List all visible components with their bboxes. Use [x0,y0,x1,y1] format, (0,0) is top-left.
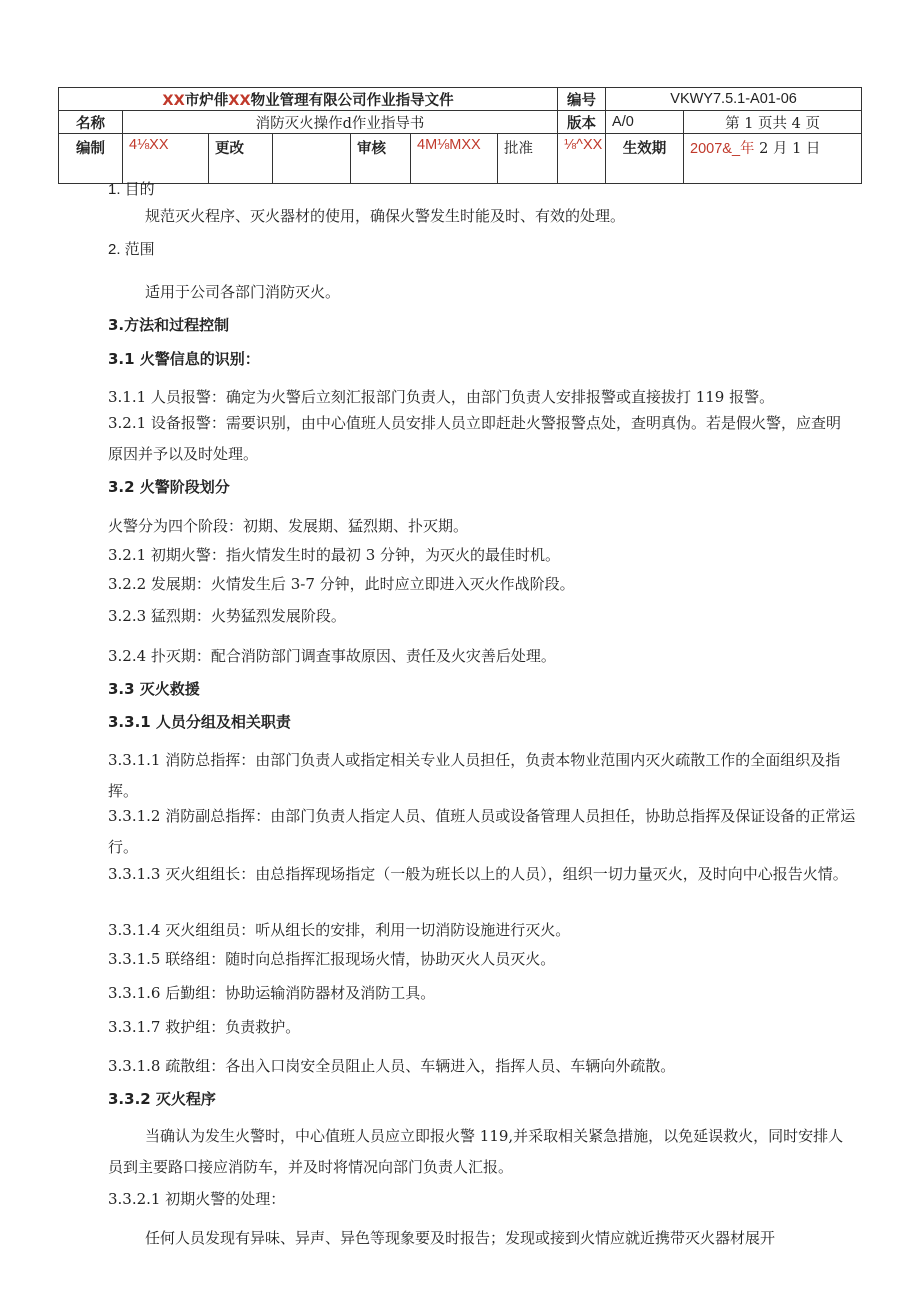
paragraph-3-2-intro: 火警分为四个阶段：初期、发展期、猛烈期、扑灭期。 [108,517,469,535]
section-3-3-1-title: 3.3.1 人员分组及相关职责 [108,713,291,731]
paragraph-3-2-1: 3.2.1 初期火警：指火情发生时的最初 3 分钟，为灭火的最佳时机。 [108,546,561,564]
paragraph-3-3-1-2: 3.3.1.2 消防副总指挥：由部门负责人指定人员、值班人员或设备管理人员担任，协助总指挥及保证设备的正常运行。 [108,807,856,856]
section-3-3-title: 3.3 灭火救援 [108,680,200,698]
approve-value: ⅛^XX [558,134,606,184]
paragraph-3-3-1-4: 3.3.1.4 灭火组组员：听从组长的安排，利用一切消防设施进行灭火。 [108,921,571,939]
section-3-3-2-title: 3.3.2 灭火程序 [108,1090,216,1108]
paragraph-3-2-3: 3.2.3 猛烈期：火势猛烈发展阶段。 [108,607,346,625]
document-title: XX市炉俳XX物业管理有限公司作业指导文件 [59,88,558,111]
effective-date: 2007&_年 2 月 1 日 [684,134,862,184]
paragraph-3-3-2-1-title: 3.3.2.1 初期火警的处理： [108,1190,286,1208]
version-value: A/0 [606,111,684,134]
approve-label: 批准 [498,134,558,184]
paragraph-3-2-4: 3.2.4 扑灭期：配合消防部门调查事故原因、责任及火灾善后处理。 [108,647,556,665]
paragraph-3-1-1: 3.1.1 人员报警：确定为火警后立刻汇报部门负责人，由部门负责人安排报警或直接拔打 119 报警。 [108,388,775,406]
name-label: 名称 [59,111,123,134]
paragraph-3-3-1-7: 3.3.1.7 救护组：负责救护。 [108,1018,301,1036]
section-3-2-title: 3.2 火警阶段划分 [108,478,230,496]
section-1-text: 规范灭火程序、灭火器材的使用，确保火警发生时能及时、有效的处理。 [145,207,626,225]
effective-label: 生效期 [606,134,684,184]
paragraph-3-3-1-3: 3.3.1.3 灭火组组长：由总指挥现场指定（一般为班长以上的人员），组织一切力量灭火，及时向中心报告火情。 [108,865,848,883]
number-label: 编号 [558,88,606,111]
review-label: 审核 [351,134,411,184]
paragraph-3-3-1-6: 3.3.1.6 后勤组：协助运输消防器材及消防工具。 [108,984,436,1002]
paragraph-3-3-1-1: 3.3.1.1 消防总指挥：由部门负责人或指定相关专业人员担任，负责本物业范围内灭火疏散工作的全面组织及指挥。 [108,751,841,800]
name-value: 消防灭火操作d作业指导书 [123,111,558,134]
section-2-title: 2. 范围 [108,241,155,258]
section-2-text: 适用于公司各部门消防灭火。 [145,283,341,301]
paragraph-3-2-2: 3.2.2 发展期：火情发生后 3-7 分钟，此时应立即进入灭火作战阶段。 [108,575,575,593]
paragraph-3-3-1-8: 3.3.1.8 疏散组：各出入口岗安全员阻止人员、车辆进入，指挥人员、车辆向外疏散。 [108,1057,676,1075]
section-3-title: 3.方法和过程控制 [108,316,230,334]
compiled-label: 编制 [59,134,123,184]
paragraph-3-3-2: 当确认为发生火警时，中心值班人员应立即报火警 119,并采取相关紧急措施，以免延误救火，同时安排人员到主要路口接应消防车，并及时将情况向部门负责人汇报。 [108,1127,844,1176]
version-label: 版本 [558,111,606,134]
section-3-1-title: 3.1 火警信息的识别： [108,350,260,368]
change-label: 更改 [209,134,273,184]
section-1-title: 1. 目的 [108,181,155,198]
paragraph-3-3-2-1-text: 任何人员发现有异味、异声、异色等现象要及时报告；发现或接到火情应就近携带灭火器材展开 [145,1229,776,1247]
page-info: 第 1 页共 4 页 [684,111,862,134]
compiled-value: 4⅛XX [123,134,209,184]
paragraph-3-3-1-5: 3.3.1.5 联络组：随时向总指挥汇报现场火情，协助灭火人员灭火。 [108,950,556,968]
review-value: 4M⅛MXX [411,134,498,184]
change-value [273,134,351,184]
header-table [58,87,862,184]
paragraph-3-2-1-device: 3.2.1 设备报警：需要识别，由中心值班人员安排人员立即赶赴火警报警点处，查明真伪。若是假火警，应查明原因并予以及时处理。 [108,414,841,463]
number-value: VKWY7.5.1-A01-06 [606,88,862,111]
